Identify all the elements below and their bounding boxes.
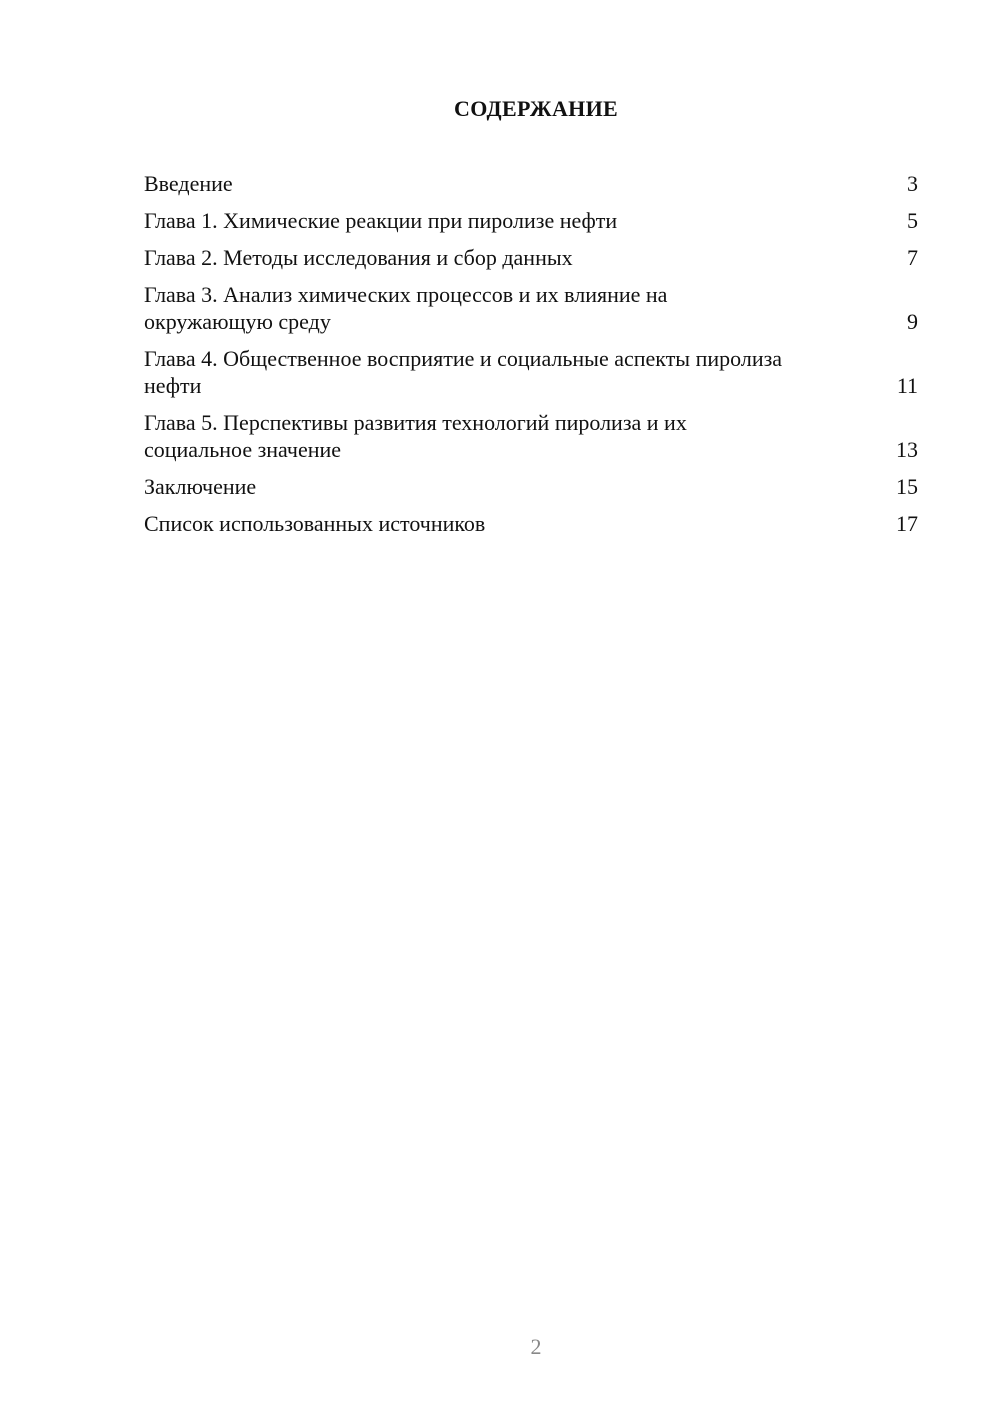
toc-item-title: Список использованных источников <box>144 511 486 536</box>
toc-item-page: 5 <box>907 208 918 233</box>
toc-item-page: 13 <box>896 437 918 462</box>
toc-item-chapter-5[interactable] <box>144 409 918 463</box>
toc-item-conclusion[interactable] <box>144 473 918 500</box>
toc-item-page: 11 <box>896 373 918 398</box>
toc-item-page: 7 <box>907 245 918 270</box>
toc-item-page: 17 <box>896 511 918 536</box>
toc-item-chapter-4[interactable] <box>144 345 918 399</box>
toc-item-chapter-2[interactable] <box>144 244 918 271</box>
toc-item-title: Глава 2. Методы исследования и сбор данных <box>144 245 573 270</box>
toc-item-title: Глава 5. Перспективы развития технологий пиролиза и их социальное значение <box>144 410 687 462</box>
toc-item-title: Глава 3. Анализ химических процессов и их влияние на окружающую среду <box>144 282 668 334</box>
toc-item-introduction[interactable] <box>144 170 918 197</box>
table-of-contents <box>144 170 918 547</box>
toc-item-chapter-3[interactable] <box>144 281 918 335</box>
toc-item-chapter-1[interactable] <box>144 207 918 234</box>
toc-item-title: Введение <box>144 171 233 196</box>
toc-item-page: 3 <box>907 171 918 196</box>
toc-item-title: Заключение <box>144 474 257 499</box>
toc-item-references[interactable] <box>144 510 918 537</box>
page-number: 2 <box>530 1334 542 1359</box>
toc-item-title: Глава 1. Химические реакции при пиролизе нефти <box>144 208 618 233</box>
page-title: СОДЕРЖАНИЕ <box>454 96 618 121</box>
toc-item-title: Глава 4. Общественное восприятие и социальные аспекты пиролиза нефти <box>144 346 783 398</box>
toc-item-page: 15 <box>896 474 918 499</box>
toc-item-page: 9 <box>907 309 918 334</box>
